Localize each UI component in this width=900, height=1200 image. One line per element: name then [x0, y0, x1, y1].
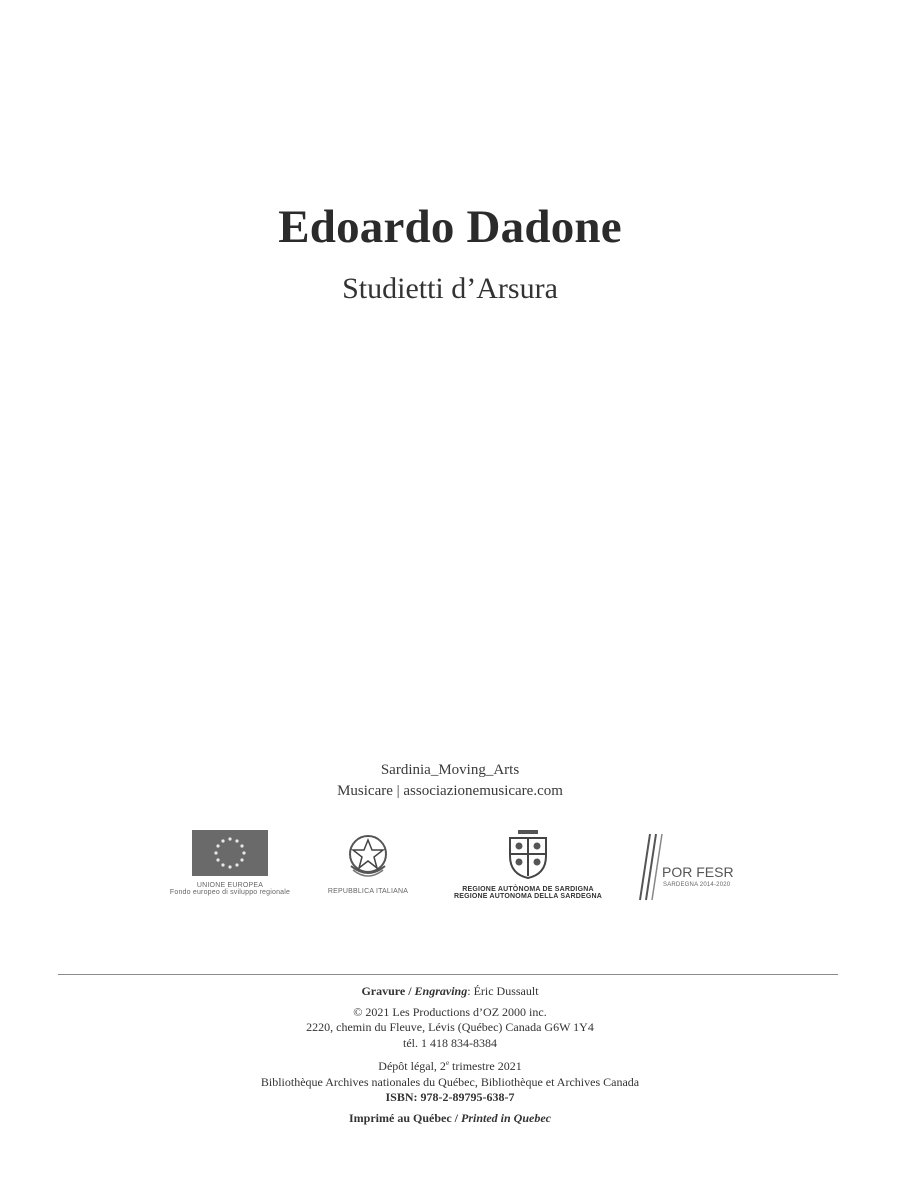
depot-prefix: Dépôt légal, 2 — [378, 1059, 446, 1073]
italian-republic-emblem-icon — [318, 830, 418, 882]
sponsor-line-1: Sardinia_Moving_Arts — [380, 762, 520, 778]
eu-caption-1: UNIONE EUROPEA — [196, 882, 264, 889]
depot-suffix: trimestre 2021 — [449, 1059, 522, 1073]
por-fesr-logo — [636, 830, 746, 910]
printed-line — [0, 1111, 900, 1127]
printed-en: Printed in Quebec — [461, 1110, 551, 1125]
library-line: Bibliothèque Archives nationales du Québec, Bibliothèque et Archives Canada — [260, 1074, 640, 1089]
sardinia-caption-2: REGIONE AUTONOMA DELLA SARDEGNA — [453, 893, 603, 900]
engraving-label: Gravure / — [361, 984, 415, 998]
address-line: 2220, chemin du Fleuve, Lévis (Québec) Canada G6W 1Y4 — [306, 1020, 594, 1034]
por-fesr-title: POR FESR — [662, 864, 734, 880]
engraving-label-en: Engraving — [414, 984, 468, 998]
eu-logo — [160, 830, 300, 896]
copyright-line: © 2021 Les Productions d’OZ 2000 inc. — [353, 1004, 547, 1019]
eu-caption-2: Fondo europeo di sviluppo regionale — [169, 889, 291, 896]
funding-logos — [0, 826, 900, 916]
phone-line: tél. 1 418 834-8384 — [403, 1035, 497, 1050]
depot-sup: e — [445, 1059, 450, 1067]
depot-line — [0, 1056, 900, 1075]
italian-republic-logo — [318, 830, 418, 895]
eu-flag-icon — [192, 830, 268, 876]
work-title: Studietti d’Arsura — [342, 272, 558, 305]
printed-fr: Imprimé au Québec / — [349, 1110, 461, 1125]
engraving-line — [0, 984, 900, 1000]
engraving-name: : Éric Dussault — [467, 984, 539, 998]
sardinia-region-logo — [438, 826, 618, 900]
sponsor-block — [0, 760, 900, 802]
sponsor-line-2: Musicare | associazionemusicare.com — [337, 783, 563, 799]
isbn-line: ISBN: 978-2-89795-638-7 — [385, 1090, 515, 1104]
credits-block — [0, 984, 900, 1126]
author-name: Edoardo Dadone — [278, 201, 622, 253]
divider — [58, 974, 838, 975]
sardinia-caption-1: REGIONE AUTÒNOMA DE SARDIGNA — [462, 886, 594, 893]
sardinia-coat-of-arms-icon — [438, 826, 618, 882]
por-fesr-caption: SARDEGNA 2014-2020 — [663, 882, 731, 888]
italian-republic-caption: REPUBBLICA ITALIANA — [327, 888, 409, 895]
